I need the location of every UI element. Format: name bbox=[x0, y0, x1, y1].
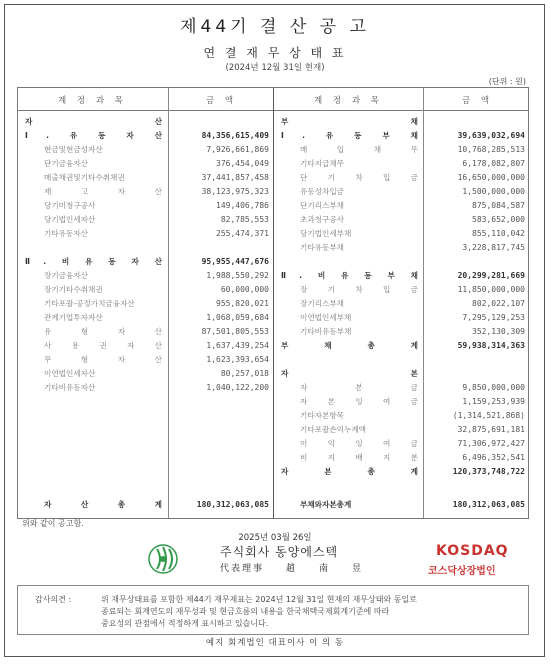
kosdaq-logo: KOSDAQ bbox=[436, 543, 509, 559]
table-row bbox=[18, 199, 273, 213]
account-label: 관계기업투자자산 bbox=[44, 313, 103, 322]
account-value: 39,639,032,694 bbox=[457, 131, 525, 140]
spacer-row bbox=[274, 255, 529, 269]
section-row bbox=[274, 269, 529, 283]
table-row bbox=[18, 297, 273, 311]
auditor-name: 예지 회계법인 대표이사 이 의 동 bbox=[205, 638, 345, 648]
assets-total-label: 자 산 총 계 bbox=[44, 500, 162, 509]
table-row bbox=[18, 353, 273, 367]
table-row bbox=[274, 227, 529, 241]
section-row bbox=[18, 129, 273, 143]
account-label: 장기금융자산 bbox=[44, 271, 89, 280]
balance-sheet-table bbox=[17, 87, 529, 519]
table-row bbox=[274, 185, 529, 199]
account-value: 9,850,000,000 bbox=[462, 383, 525, 392]
account-value: 6,178,082,807 bbox=[462, 159, 525, 168]
kosdaq-listed-label: 코스닥상장법인 bbox=[428, 566, 496, 577]
table-row bbox=[18, 339, 273, 353]
closing-text: 위와 같이 공고함. bbox=[22, 519, 84, 528]
account-value: 6,496,352,541 bbox=[462, 453, 525, 462]
account-value: 10,768,285,513 bbox=[457, 145, 525, 154]
company-name: 주식회사 동양에스텍 bbox=[220, 545, 339, 559]
account-label: 장 기 차 입 금 bbox=[300, 285, 418, 294]
account-value: 1,040,122,200 bbox=[206, 383, 269, 392]
section-row bbox=[274, 129, 529, 143]
account-value: 855,110,042 bbox=[472, 229, 525, 238]
account-value: 38,123,975,323 bbox=[201, 187, 269, 196]
account-value: 7,926,661,869 bbox=[206, 145, 269, 154]
account-value: 20,299,281,669 bbox=[457, 271, 525, 280]
account-value: 95,955,447,676 bbox=[201, 257, 269, 266]
account-label: 기타자본항목 bbox=[300, 411, 345, 420]
account-value: 87,501,805,553 bbox=[201, 327, 269, 336]
table-row bbox=[274, 437, 529, 451]
table-row bbox=[274, 157, 529, 171]
account-label: 자 본 금 bbox=[300, 383, 418, 392]
table-row bbox=[274, 143, 529, 157]
account-label: 자 본 총 계 bbox=[281, 467, 418, 476]
account-value: 1,159,253,939 bbox=[462, 397, 525, 406]
account-value: 120,373,748,722 bbox=[452, 467, 525, 476]
statement-date: (2024년 12월 31일 현재) bbox=[225, 63, 325, 73]
account-value: 955,820,021 bbox=[216, 299, 269, 308]
statement-title: 연 결 재 무 상 태 표 bbox=[203, 46, 347, 60]
account-label: 단기리스부채 bbox=[300, 201, 345, 210]
account-label: 이연법인세부채 bbox=[300, 313, 352, 322]
account-value: 376,454,049 bbox=[216, 159, 269, 168]
account-value: 1,623,393,654 bbox=[206, 355, 269, 364]
account-label: 기타포괄-공정가치금융자산 bbox=[44, 299, 135, 308]
table-row bbox=[274, 451, 529, 465]
header-amount-right: 금 액 bbox=[462, 96, 494, 106]
account-label: 기타유동자산 bbox=[44, 229, 89, 238]
header-item-left: 계 정 과 목 bbox=[58, 96, 127, 106]
account-label: 재 고 자 산 bbox=[44, 187, 162, 196]
account-value: 32,875,691,181 bbox=[457, 425, 525, 434]
company-logo-icon bbox=[148, 544, 178, 574]
spacer-row bbox=[274, 353, 529, 367]
liabilities-total-row bbox=[274, 498, 529, 512]
liabilities-total-label: 부채와자본총계 bbox=[300, 500, 352, 509]
account-label: 초과청구공사 bbox=[300, 215, 345, 224]
account-value: 1,068,059,684 bbox=[206, 313, 269, 322]
account-value: 1,988,550,292 bbox=[206, 271, 269, 280]
account-label: 기타유동부채 bbox=[300, 243, 345, 252]
table-row bbox=[18, 185, 273, 199]
table-row bbox=[274, 297, 529, 311]
account-label: 유동성차입금 bbox=[300, 187, 345, 196]
account-value: 11,850,000,000 bbox=[457, 285, 525, 294]
table-row bbox=[274, 213, 529, 227]
table-row bbox=[274, 199, 529, 213]
account-value: 80,257,018 bbox=[220, 369, 269, 378]
section-row bbox=[274, 465, 529, 479]
account-label: 장기리스부채 bbox=[300, 299, 345, 308]
section-row bbox=[274, 115, 529, 129]
table-row bbox=[274, 381, 529, 395]
liabilities-total-value: 180,312,063,085 bbox=[452, 500, 525, 509]
account-label: 기타비유동부채 bbox=[300, 327, 352, 336]
account-label: 부 채 총 계 bbox=[281, 341, 418, 350]
account-label: 기타비유동자산 bbox=[44, 383, 96, 392]
account-label: 자 본 잉 여 금 bbox=[300, 397, 418, 406]
account-value: 82,785,553 bbox=[220, 215, 269, 224]
section-row bbox=[18, 255, 273, 269]
account-value: 583,652,000 bbox=[472, 215, 525, 224]
table-row bbox=[274, 325, 529, 339]
section-row bbox=[274, 339, 529, 353]
account-label: 사 용 권 자 산 bbox=[44, 341, 162, 350]
table-row bbox=[274, 409, 529, 423]
account-label: 이연법인세자산 bbox=[44, 369, 96, 378]
table-row bbox=[18, 143, 273, 157]
account-label: 당기미청구공사 bbox=[44, 201, 96, 210]
account-label: 기타포괄손익누계액 bbox=[300, 425, 367, 434]
audit-opinion-box bbox=[17, 585, 529, 635]
assets-total-value: 180,312,063,085 bbox=[196, 500, 269, 509]
audit-opinion-heading: 감사의견 : bbox=[35, 595, 72, 604]
spacer-row bbox=[18, 241, 273, 255]
account-value: 7,295,129,253 bbox=[462, 313, 525, 322]
account-label: Ⅱ. 비 유 동 부 채 bbox=[281, 271, 418, 280]
account-value: 802,022,107 bbox=[472, 299, 525, 308]
table-row bbox=[18, 367, 273, 381]
account-label: 자 산 bbox=[25, 117, 162, 126]
table-row bbox=[18, 157, 273, 171]
account-label: Ⅰ. 유 동 자 산 bbox=[25, 131, 162, 140]
audit-opinion-line: 위 재무상태표를 포함한 제44기 재무제표는 2024년 12월 31일 현재의 재무상태와 동일로 bbox=[101, 595, 417, 604]
account-label: 당기법인세부채 bbox=[300, 229, 352, 238]
table-row bbox=[274, 283, 529, 297]
account-label: 기타지급채무 bbox=[300, 159, 345, 168]
account-label: 매출채권및기타수취채권 bbox=[44, 173, 125, 182]
account-label: Ⅰ. 유 동 부 채 bbox=[281, 131, 418, 140]
account-label: 자 본 bbox=[281, 369, 418, 378]
account-label: 단기금융자산 bbox=[44, 159, 89, 168]
account-value: 149,406,786 bbox=[216, 201, 269, 210]
account-value: 71,306,972,427 bbox=[457, 439, 525, 448]
account-value: 255,474,371 bbox=[216, 229, 269, 238]
table-row bbox=[18, 213, 273, 227]
unit-label: (단위 : 원) bbox=[488, 77, 526, 86]
page-title: 제44기 결 산 공 고 bbox=[180, 17, 370, 37]
table-row bbox=[274, 171, 529, 185]
account-label: 장기기타수취채권 bbox=[44, 285, 103, 294]
table-row bbox=[274, 423, 529, 437]
account-value: 60,000,000 bbox=[220, 285, 269, 294]
table-row bbox=[18, 227, 273, 241]
table-row bbox=[18, 311, 273, 325]
account-label: 현금및현금성자산 bbox=[44, 145, 103, 154]
account-value: 352,130,309 bbox=[472, 327, 525, 336]
account-label: 무 형 자 산 bbox=[44, 355, 162, 364]
table-row bbox=[18, 283, 273, 297]
account-value: 1,500,000,000 bbox=[462, 187, 525, 196]
account-label: 단 기 차 입 금 bbox=[300, 173, 418, 182]
announcement-date: 2025년 03월 26일 bbox=[238, 533, 312, 543]
account-value: 1,637,439,254 bbox=[206, 341, 269, 350]
account-value: 37,441,857,458 bbox=[201, 173, 269, 182]
section-row bbox=[274, 367, 529, 381]
account-value: 84,356,615,409 bbox=[201, 131, 269, 140]
account-label: 부 채 bbox=[281, 117, 418, 126]
account-value: (1,314,521,868) bbox=[452, 411, 525, 420]
account-label: 비 지 배 지 분 bbox=[300, 453, 418, 462]
table-row bbox=[18, 325, 273, 339]
account-label: 이 익 잉 여 금 bbox=[300, 439, 418, 448]
audit-opinion-line: 종료되는 회계연도의 재무성과 및 현금흐름의 내용을 한국채택국제회계기준에 따라 bbox=[101, 607, 390, 616]
table-row bbox=[18, 171, 273, 185]
account-label: 유 형 자 산 bbox=[44, 327, 162, 336]
ceo-name: 代表理事 趙 南 昱 bbox=[220, 564, 364, 574]
audit-opinion-line: 중요성의 관점에서 적정하게 표시하고 있습니다. bbox=[101, 619, 269, 628]
table-row bbox=[274, 395, 529, 409]
account-label: 매 입 채 무 bbox=[300, 145, 418, 154]
header-amount-left: 금 액 bbox=[206, 96, 238, 106]
account-value: 59,938,314,363 bbox=[457, 341, 525, 350]
account-value: 875,084,587 bbox=[472, 201, 525, 210]
table-row bbox=[18, 269, 273, 283]
header-item-right: 계 정 과 목 bbox=[314, 96, 383, 106]
assets-total-row bbox=[18, 498, 273, 512]
table-row bbox=[274, 241, 529, 255]
account-label: 당기법인세자산 bbox=[44, 215, 96, 224]
section-row bbox=[18, 115, 273, 129]
table-row bbox=[18, 381, 273, 395]
table-row bbox=[274, 311, 529, 325]
account-label: Ⅱ. 비 유 동 자 산 bbox=[25, 257, 162, 266]
account-value: 16,650,000,000 bbox=[457, 173, 525, 182]
account-value: 3,228,817,745 bbox=[462, 243, 525, 252]
